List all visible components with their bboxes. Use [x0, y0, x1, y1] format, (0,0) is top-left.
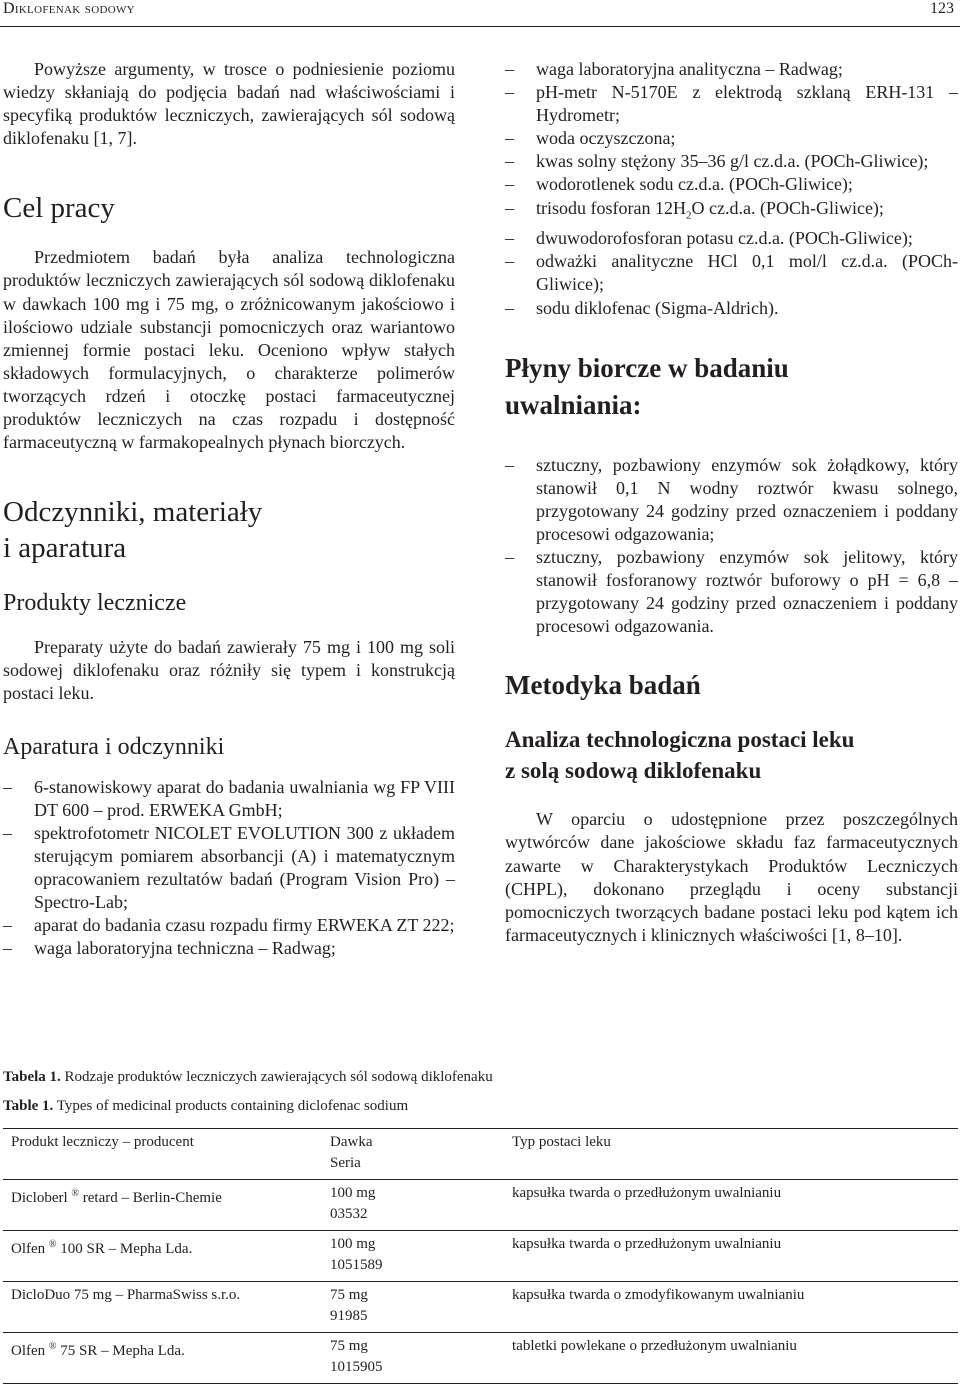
cell-product	[3, 1180, 322, 1231]
product-name: Dicloberl	[11, 1190, 68, 1206]
dose: 75 mg	[330, 1338, 368, 1354]
aim-heading: Cel pracy	[3, 192, 115, 225]
list-item: – woda oczyszczona;	[505, 127, 958, 150]
list-item: – spektrofotometr NICOLET EVOLUTION 300 z układem sterującym pomiarem absorbancji (A) i matematycznym opracowaniem rezultatów badań (Program Vision Pro) – Spectro-Lab;	[3, 822, 455, 914]
series: 1015905	[330, 1359, 383, 1375]
list-item: – dwuwodorofosforan potasu cz.d.a. (POCh-Gliwice);	[505, 227, 958, 250]
product-name: DicloDuo 75 mg – PharmaSwiss s.r.o.	[11, 1287, 241, 1303]
dose: 100 mg	[330, 1185, 376, 1201]
cell-dose-series	[322, 1231, 504, 1282]
page-header	[0, 0, 960, 28]
cell-form: kapsułka twarda o przedłużonym uwalnianiu	[504, 1180, 958, 1231]
list-item: – wodorotlenek sodu cz.d.a. (POCh-Gliwice);	[505, 173, 958, 196]
cell-product	[3, 1231, 322, 1282]
series: 03532	[330, 1206, 368, 1222]
cell-dose-series	[322, 1333, 504, 1384]
fluids-list	[505, 454, 958, 639]
list-item: – aparat do badania czasu rozpadu firmy ERWEKA ZT 222;	[3, 914, 455, 937]
table-caption-pl	[3, 1067, 493, 1087]
analysis-heading	[505, 724, 958, 786]
cell-product	[3, 1282, 322, 1333]
list-item: – odważki analityczne HCl 0,1 mol/l cz.d.a. (POCh-Gliwice);	[505, 250, 958, 296]
list-item: – pH-metr N-5170E z elektrodą szklaną ERH-131 – Hydrometr;	[505, 81, 958, 127]
products-paragraph: Preparaty użyte do badań zawierały 75 mg i 100 mg soli sodowej diklofenaku oraz różniły się typem i konstrukcją postaci leku.	[3, 637, 455, 704]
intro-paragraph: Powyższe argumenty, w trosce o podniesienie poziomu wiedzy skłaniają do podjęcia badań nad właściwościami i specyfiką produktów leczniczych, zawierających sól sodową diklofenaku [1, 7].	[3, 59, 455, 149]
apparatus-heading: Aparatura i odczynniki	[3, 733, 225, 760]
list-item: – sztuczny, pozbawiony enzymów sok jelitowy, który stanowił fosforanowy roztwór buforowy o pH = 6,8 – przygotowany 24 godziny przed oznaczeniem i poddany procesowi odgazowania.	[505, 546, 958, 638]
fluids-heading	[505, 350, 958, 424]
analysis-heading-line2: z solą sodową diklofenaku	[505, 758, 762, 784]
registered-mark: ®	[71, 1188, 80, 1199]
dose: 75 mg	[330, 1287, 368, 1303]
header-rule	[0, 26, 960, 27]
method-heading: Metodyka badań	[505, 670, 701, 701]
fluids-heading-line2: uwalniania:	[505, 389, 642, 420]
table-row	[3, 1282, 958, 1333]
left-column	[3, 58, 455, 960]
cell-dose-series	[322, 1180, 504, 1231]
fluids-heading-line1: Płyny biorcze w badaniu	[505, 352, 789, 383]
series: 91985	[330, 1308, 368, 1324]
analysis-heading-line1: Analiza technologiczna postaci leku	[505, 727, 855, 753]
materials-heading-line2: i aparatura	[3, 532, 127, 565]
analysis-paragraph: W oparciu o udostępnione przez poszczególnych wytwórców dane jakościowe składu faz farmaceutycznych zawarte w Charakterystykach Produktów Leczniczych (CHPL), dokonano przeglądu i oceny substancji pomocniczych tworzących badane postaci leku pod kątem ich farmaceutycznych i klinicznych właściwości [1, 8–10].	[505, 809, 958, 945]
materials-heading	[3, 494, 455, 566]
header-product: Produkt leczniczy – producent	[3, 1129, 322, 1180]
header-series: Seria	[330, 1155, 361, 1171]
materials-heading-line1: Odczynniki, materiały	[3, 496, 263, 529]
right-column	[505, 58, 958, 947]
caption-en-text: Types of medicinal products containing diclofenac sodium	[53, 1098, 409, 1114]
dose: 100 mg	[330, 1236, 376, 1252]
series: 1051589	[330, 1257, 383, 1273]
product-name: Olfen	[11, 1241, 46, 1257]
products-heading: Produkty lecznicze	[3, 590, 187, 617]
page-number: 123	[930, 0, 954, 17]
phosphate-subscript: 2	[685, 209, 692, 222]
list-item-phosphate	[505, 197, 958, 228]
apparatus-list	[3, 776, 455, 961]
cell-form: kapsułka twarda o przedłużonym uwalnianiu	[504, 1231, 958, 1282]
list-item: – waga laboratoryjna analityczna – Radwag;	[505, 58, 958, 81]
table-row	[3, 1231, 958, 1282]
list-item: – sodu diklofenac (Sigma-Aldrich).	[505, 297, 958, 320]
table-caption-en	[3, 1096, 408, 1116]
cell-dose-series	[322, 1282, 504, 1333]
product-producer: retard – Berlin-Chemie	[79, 1190, 222, 1206]
reagent-list	[505, 58, 958, 320]
table-header-row	[3, 1129, 958, 1180]
product-producer: 75 SR – Mepha Lda.	[56, 1343, 185, 1359]
list-item: – 6-stanowiskowy aparat do badania uwalniania wg FP VIII DT 600 – prod. ERWEKA GmbH;	[3, 776, 455, 822]
caption-pl-label: Tabela 1.	[3, 1069, 61, 1085]
registered-mark: ®	[48, 1239, 57, 1250]
phosphate-rest: O cz.d.a. (POCh-Gliwice);	[691, 197, 884, 218]
table-row	[3, 1333, 958, 1384]
header-dose-series	[322, 1129, 504, 1180]
cell-form: kapsułka twarda o zmodyfikowanym uwalnianiu	[504, 1282, 958, 1333]
running-title: Diklofenak sodowy	[3, 0, 135, 17]
table-row	[3, 1180, 958, 1231]
cell-form: tabletki powlekane o przedłużonym uwalnianiu	[504, 1333, 958, 1384]
list-item: – sztuczny, pozbawiony enzymów sok żołądkowy, który stanowił 0,1 N wodny roztwór kwasu solnego, przygotowany 24 godziny przed oznaczeniem i poddany procesowi odgazowania;	[505, 454, 958, 546]
list-item: – kwas solny stężony 35–36 g/l cz.d.a. (POCh-Gliwice);	[505, 150, 958, 173]
cell-product	[3, 1333, 322, 1384]
product-producer: 100 SR – Mepha Lda.	[56, 1241, 193, 1257]
phosphate-text: trisodu fosforan 12H	[536, 197, 686, 218]
list-item: – waga laboratoryjna techniczna – Radwag;	[3, 937, 455, 960]
header-dose: Dawka	[330, 1134, 373, 1150]
caption-en-label: Table 1.	[3, 1098, 54, 1114]
aim-paragraph: Przedmiotem badań była analiza technologiczna produktów leczniczych zawierających sól sodową diklofenaku w dawkach 100 mg i 75 mg, o zróżnicowanym jakościowo i ilościowo udziale substancji pomocniczych oraz wariantowo zmiennej formie postaci leku. Oceniono wpływ stałych składowych formulacyjnych, o charakterze polimerów tworzących rdzeń i otoczkę postaci farmaceutycznej produktów leczniczych na czas rozpadu i dostępność farmaceutyczną w farmakopealnych płynach biorczych.	[3, 247, 455, 453]
caption-pl-text: Rodzaje produktów leczniczych zawierających sól sodową diklofenaku	[60, 1069, 493, 1085]
products-table	[3, 1128, 958, 1384]
registered-mark: ®	[48, 1341, 57, 1352]
header-form: Typ postaci leku	[504, 1129, 958, 1180]
product-name: Olfen	[11, 1343, 46, 1359]
